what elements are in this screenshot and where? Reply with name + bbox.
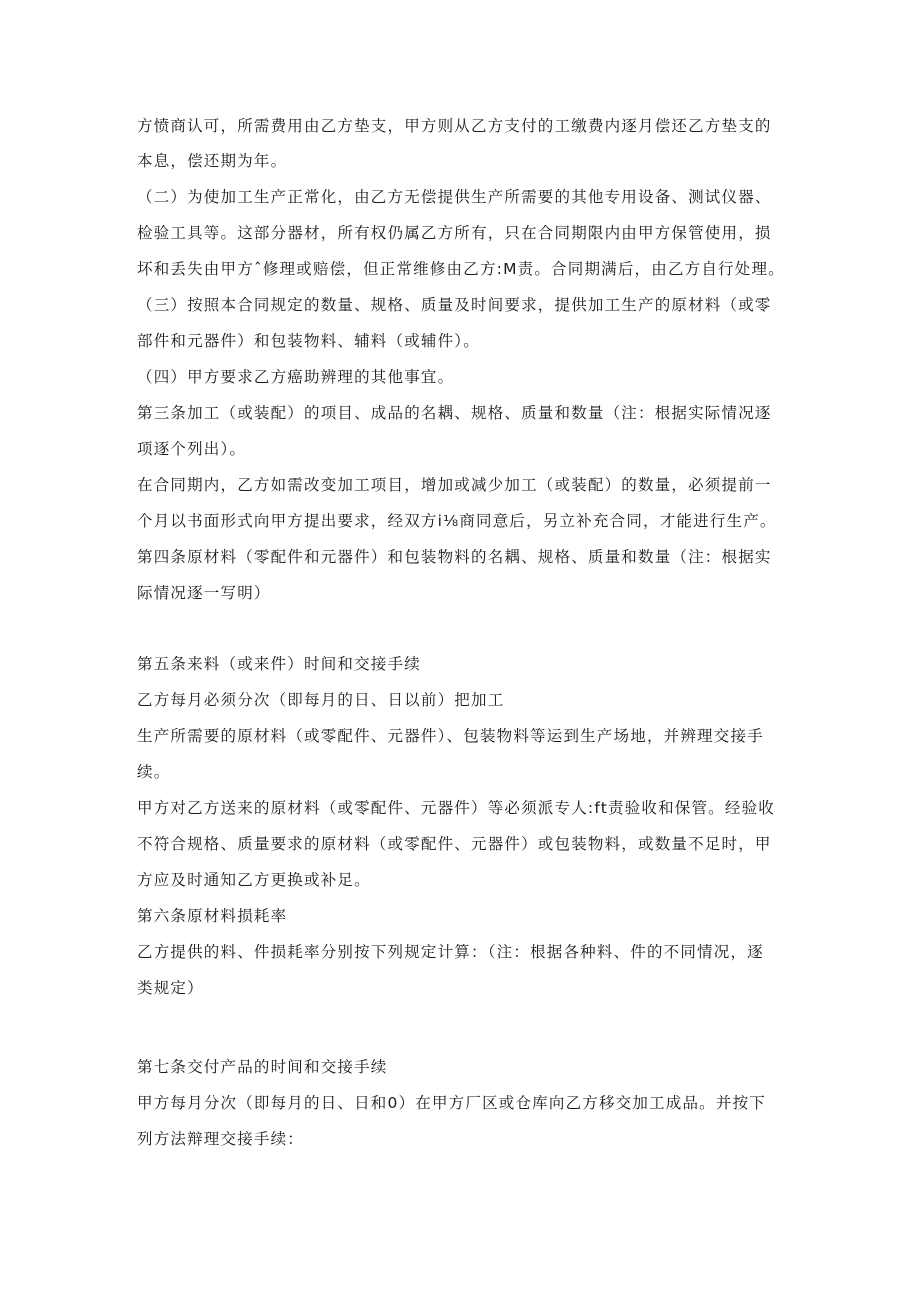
text-line: 生产所需要的原材料（或零配件、元器件）、包装物料等运到生产场地，并辨理交接手 <box>137 727 764 745</box>
text-line: 个月以书面形式向甲方提出要求，经双方i⅛商同意后，另立补充合同，才能进行生产。 <box>137 512 777 530</box>
section-heading: 第七条交付产品的时间和交接手续 <box>137 1058 388 1076</box>
text-line: 乙方提供的料、件损耗率分别按下列规定计算：（注：根据各种料、件的不同情况，逐 <box>137 943 764 961</box>
text-line: （二）为使加工生产正常化，由乙方无偿提供生产所需要的其他专用设备、测试仪器、 <box>137 188 772 206</box>
text-line: 方应及时通知乙方更换或补足。 <box>137 871 371 889</box>
text-line: 际情况逐一写明） <box>137 584 271 602</box>
text-line: 坏和丢失由甲方ˆ修理或赔偿，但正常维修由乙方:M责。合同期满后，由乙方自行处理。 <box>137 260 785 278</box>
text-line: 列方法辩理交接手续： <box>137 1130 305 1148</box>
text-line: 不符合规格、质量要求的原材料（或零配件、元器件）或包装物料，或数量不足时，甲 <box>137 835 772 853</box>
text-line: （四）甲方要求乙方癌助辨理的其他事宜。 <box>137 368 455 386</box>
text-line: 部件和元器件）和包装物料、辅料（或辅件）。 <box>137 332 480 350</box>
text-line: 第四条原材料（零配件和元器件）和包装物料的名耦、规格、质量和数量（注：根据实 <box>137 548 772 566</box>
text-line: 项逐个列出）。 <box>137 440 247 458</box>
text-line: 在合同期内，乙方如需改变加工项目，增加或减少加工（或装配）的数量，必须提前一 <box>137 476 772 494</box>
text-line: 第三条加工（或装配）的项目、成品的名耦、规格、质量和数量（注：根据实际情况逐 <box>137 404 772 422</box>
text-line: 检验工具等。这部分器材，所有权仍属乙方所有，只在合同期限内由甲方保管使用，损 <box>137 224 772 242</box>
text-line: （三）按照本合同规定的数量、规格、质量及时间要求，提供加工生产的原材料（或零 <box>137 296 772 314</box>
text-line: 甲方对乙方送来的原材料（或零配件、元器件）等必须派专人:ft责验收和保管。经验收 <box>137 799 775 817</box>
text-line: 续。 <box>137 763 171 781</box>
text-line: 类规定） <box>137 979 204 997</box>
text-line: 甲方每月分次（即每月的日、日和0）在甲方厂区或仓库向乙方移交加工成品。并按下 <box>137 1094 766 1112</box>
text-line: 方愤商认可，所需费用由乙方垫支，甲方则从乙方支付的工缴费内逐月偿还乙方垫支的 <box>137 117 772 135</box>
text-line: 本息，偿还期为年。 <box>137 152 288 170</box>
section-heading: 第五条来料（或来件）时间和交接手续 <box>137 655 421 673</box>
section-heading: 第六条原材料损耗率 <box>137 907 288 925</box>
text-line: 乙方每月必须分次（即每月的日、日以前）把加工 <box>137 691 505 709</box>
